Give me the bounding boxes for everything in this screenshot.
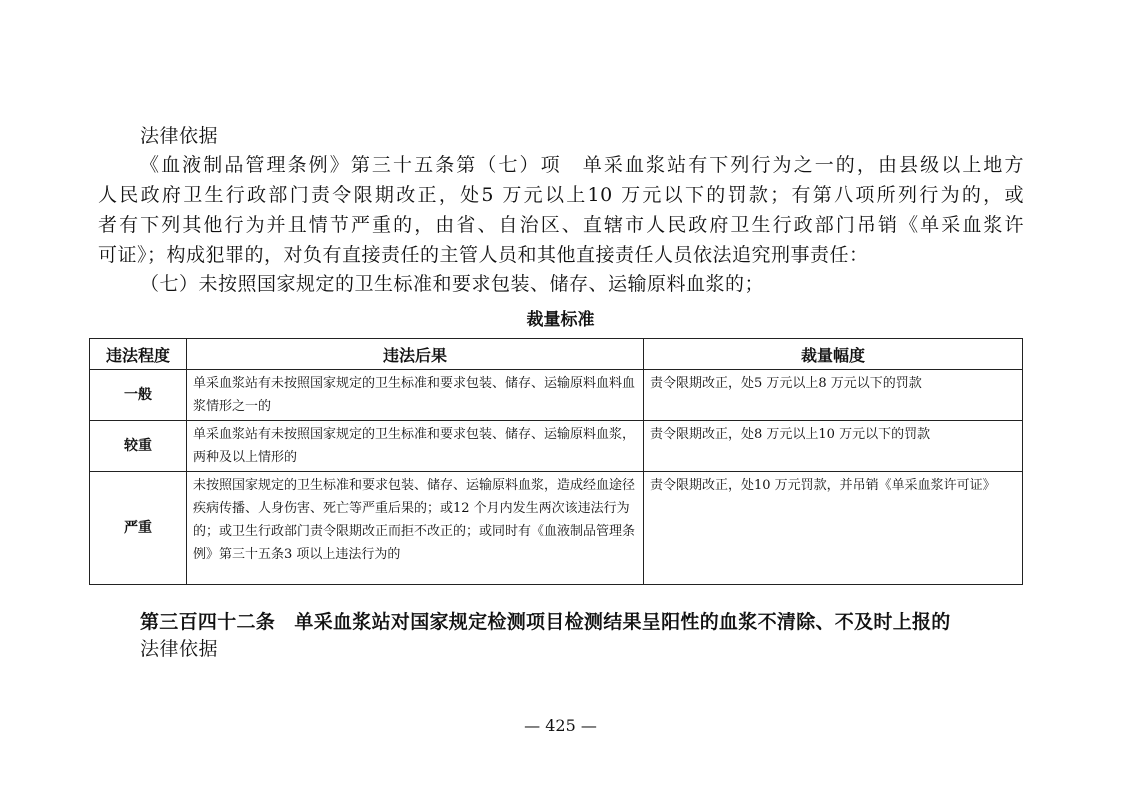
legal-basis-heading-2: 法律依据 xyxy=(140,638,219,660)
row-consequence: 单采血浆站有未按照国家规定的卫生标准和要求包装、储存、运输原料血浆，两种及以上情形的 xyxy=(187,421,644,472)
table-row xyxy=(90,370,1023,421)
paragraph-line-2: 人民政府卫生行政部门责令限期改正，处5 万元以上10 万元以下的罚款；有第八项所列行为的，或 xyxy=(98,184,1024,206)
item-seven: （七）未按照国家规定的卫生标准和要求包装、储存、运输原料血浆的； xyxy=(140,273,765,295)
page-number: — 425 — xyxy=(524,716,597,735)
header-violation-consequence: 违法后果 xyxy=(187,339,644,370)
sanction-standard-table xyxy=(89,338,1023,585)
paragraph-line-4: 可证》；构成犯罪的，对负有直接责任的主管人员和其他直接责任人员依法追究刑事责任： xyxy=(98,244,869,266)
article-342-heading: 第三百四十二条 单采血浆站对国家规定检测项目检测结果呈阳性的血浆不清除、不及时上报的 xyxy=(140,611,951,633)
row-level: 严重 xyxy=(90,472,187,585)
header-sanction-range: 裁量幅度 xyxy=(644,339,1023,370)
table-caption: 裁量标准 xyxy=(526,310,595,330)
row-level: 一般 xyxy=(90,370,187,421)
row-sanction-range: 责令限期改正，处8 万元以上10 万元以下的罚款 xyxy=(644,421,1023,472)
row-consequence: 未按照国家规定的卫生标准和要求包装、储存、运输原料血浆，造成经血途径疾病传播、人身伤害、死亡等严重后果的；或12 个月内发生两次该违法行为的；或卫生行政部门责令限期改正而拒不改正的；或同时有《血液制品管理条例》第三十五条3 项以上违法行为的 xyxy=(187,472,644,585)
row-sanction-range: 责令限期改正，处5 万元以上8 万元以下的罚款 xyxy=(644,370,1023,421)
table-row xyxy=(90,421,1023,472)
table-header-row xyxy=(90,339,1023,370)
header-violation-degree: 违法程度 xyxy=(90,339,187,370)
row-sanction-range: 责令限期改正，处10 万元罚款，并吊销《单采血浆许可证》 xyxy=(644,472,1023,585)
table-row xyxy=(90,472,1023,585)
paragraph-line-3: 者有下列其他行为并且情节严重的，由省、自治区、直辖市人民政府卫生行政部门吊销《单采血浆许 xyxy=(98,214,1024,236)
row-level: 较重 xyxy=(90,421,187,472)
paragraph-line-1: 《血液制品管理条例》第三十五条第（七）项 单采血浆站有下列行为之一的，由县级以上地方 xyxy=(140,154,1024,176)
legal-basis-heading: 法律依据 xyxy=(140,125,219,147)
row-consequence: 单采血浆站有未按照国家规定的卫生标准和要求包装、储存、运输原料血料血浆情形之一的 xyxy=(187,370,644,421)
